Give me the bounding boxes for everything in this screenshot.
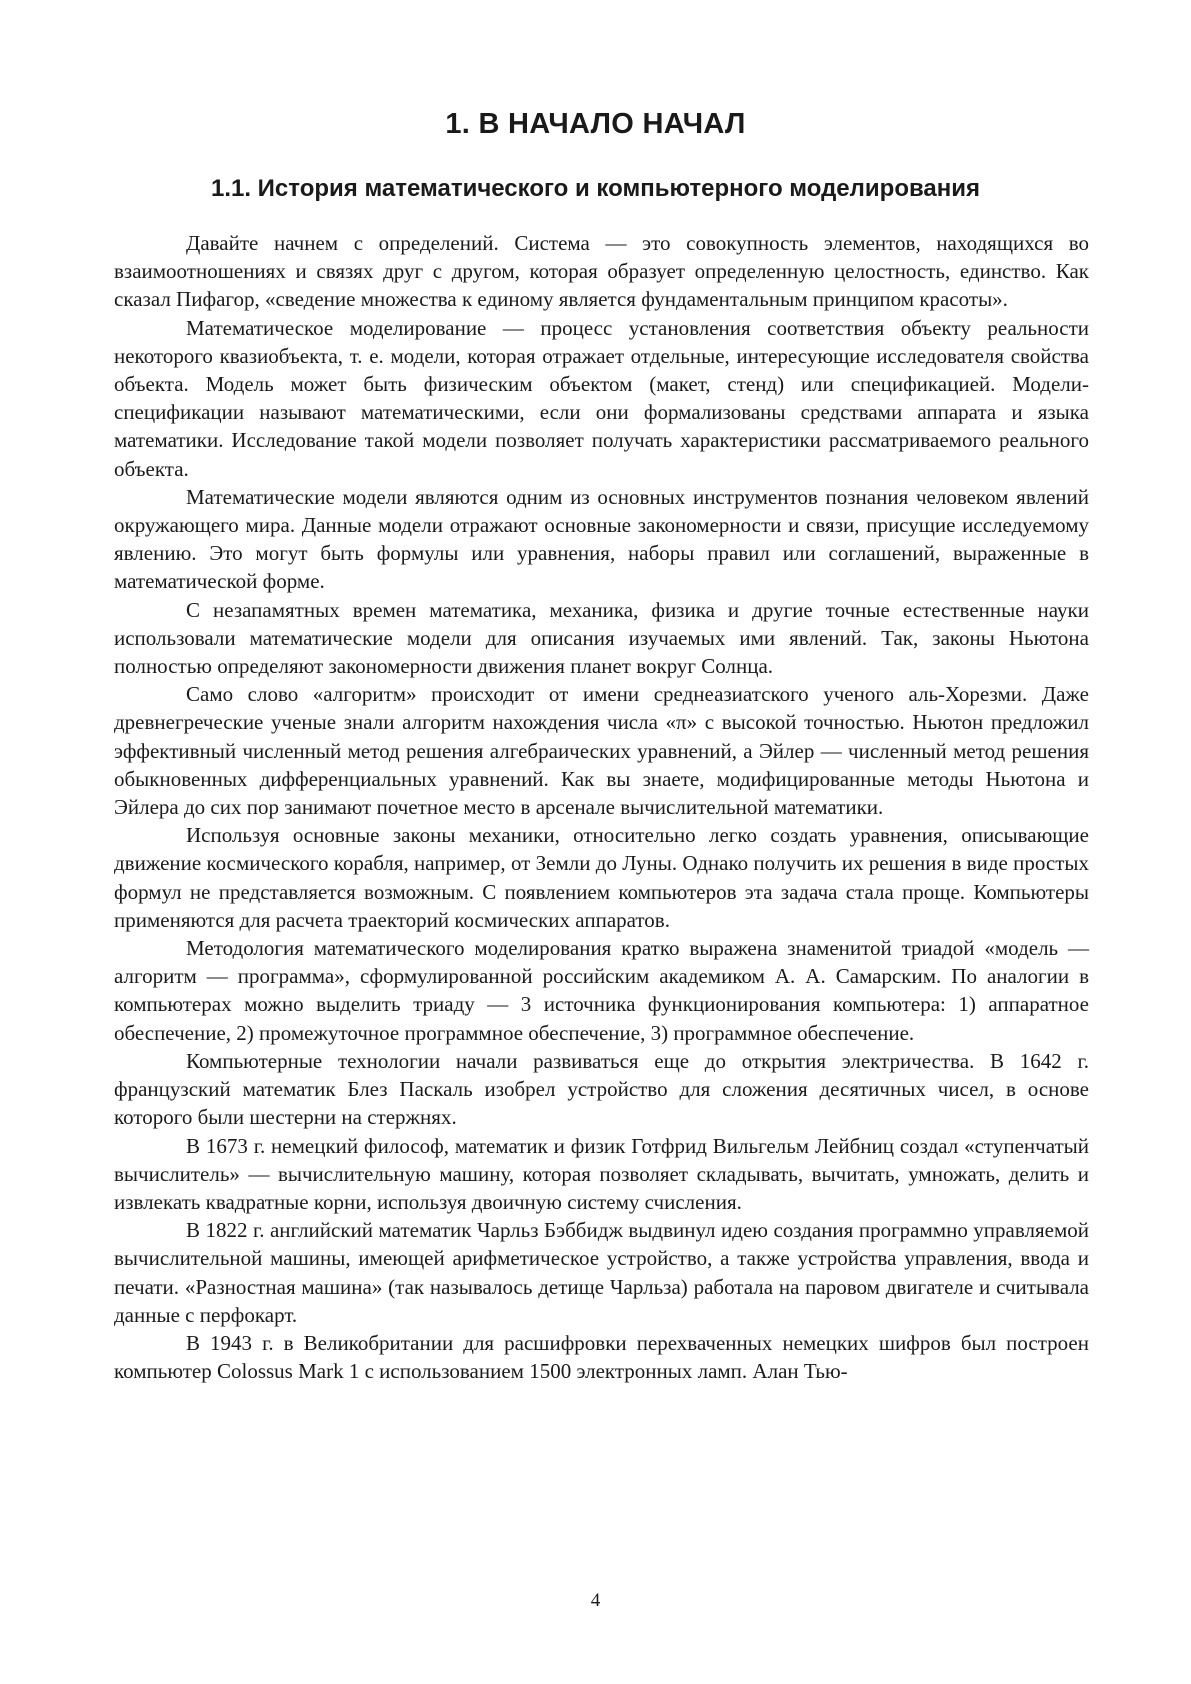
paragraph: В 1673 г. немецкий философ, математик и физик Готфрид Вильгельм Лейбниц создал «ступенчатый вычислитель» — вычислительную машину, которая позволяет складывать, вычитать, умножать, делить и извлекать квадратные корни, используя двоичную систему счисления. (114, 1133, 1089, 1214)
section-title: 1.1. История математического и компьютерного моделирования (210, 175, 981, 202)
paragraph: Само слово «алгоритм» происходит от имени среднеазиатского ученого аль-Хорезми. Даже древнегреческие ученые знали алгоритм нахождения числа «π» с высокой точностью. Ньютон предложил эффективный численный метод решения алгебраических уравнений, а Эйлер — численный метод решения обыкновенных дифференциальных уравнений. Как вы знаете, модифицированные методы Ньютона и Эйлера до сих пор занимают почетное место в арсенале вычислительной математики. (114, 682, 1089, 820)
paragraph: В 1943 г. в Великобритании для расшифровки перехваченных немецких шифров был построен компьютер Colossus Mark 1 с использованием 1500 электронных ламп. Алан Тью- (114, 1330, 1089, 1384)
paragraph: Математические модели являются одним из основных инструментов познания человеком явлений окружающего мира. Данные модели отражают основные закономерности и связи, присущие исследуемому явлению. Это могут быть формулы или уравнения, наборы правил или соглашений, выраженные в математической форме. (114, 484, 1089, 594)
paragraph: Математическое моделирование — процесс установления соответствия объекту реальности некоторого квазиобъекта, т. е. модели, которая отражает отдельные, интересующие исследователя свойства объекта. Модель может быть физическим объектом (макет, стенд) или спецификацией. Модели-спецификации называют математическими, если они формализованы средствами аппарата и языка математики. Исследование такой модели позволяет получать характеристики рассматриваемого реального объекта. (114, 315, 1089, 481)
body-text (114, 229, 1089, 1385)
paragraph: Давайте начнем с определений. Система — это совокупность элементов, находящихся во взаимоотношениях и связях друг с другом, которая образует определенную целостность, единство. Как сказал Пифагор, «сведение множества к единому является фундаментальным принципом красоты». (114, 231, 1089, 312)
paragraph: В 1822 г. английский математик Чарльз Бэббидж выдвинул идею создания программно управляемой вычислительной машины, имеющей арифметическое устройство, а также устройства управления, ввода и печати. «Разностная машина» (так называлось детище Чарльза) работала на паровом двигателе и считывала данные с перфокарт. (114, 1218, 1089, 1327)
paragraph: С незапамятных времен математика, механика, физика и другие точные естественные науки использовали математические модели для описания изучаемых ими явлений. Так, законы Ньютона полностью определяют закономерности движения планет вокруг Солнца. (114, 597, 1089, 679)
paragraph: Методология математического моделирования кратко выражена знаменитой триадой «модель — алгоритм — программа», сформулированной российским академиком А. А. Самарским. По аналогии в компьютерах можно выделить триаду — 3 источника функционирования компьютера: 1) аппаратное обеспечение, 2) промежуточное программное обеспечение, 3) программное обеспечение. (114, 936, 1089, 1045)
chapter-title: 1. В НАЧАЛО НАЧАЛ (445, 108, 746, 140)
paragraph: Компьютерные технологии начали развиваться еще до открытия электричества. В 1642 г. французский математик Блез Паскаль изобрел устройство для сложения десятичных чисел, в основе которого были шестерни на стержнях. (114, 1048, 1089, 1130)
page-number: 4 (590, 1590, 601, 1611)
paragraph: Используя основные законы механики, относительно легко создать уравнения, описывающие движение космического корабля, например, от Земли до Луны. Однако получить их решения в виде простых формул не представляется возможным. С появлением компьютеров эта задача стала проще. Компьютеры применяются для расчета траекторий космических аппаратов. (114, 823, 1089, 932)
